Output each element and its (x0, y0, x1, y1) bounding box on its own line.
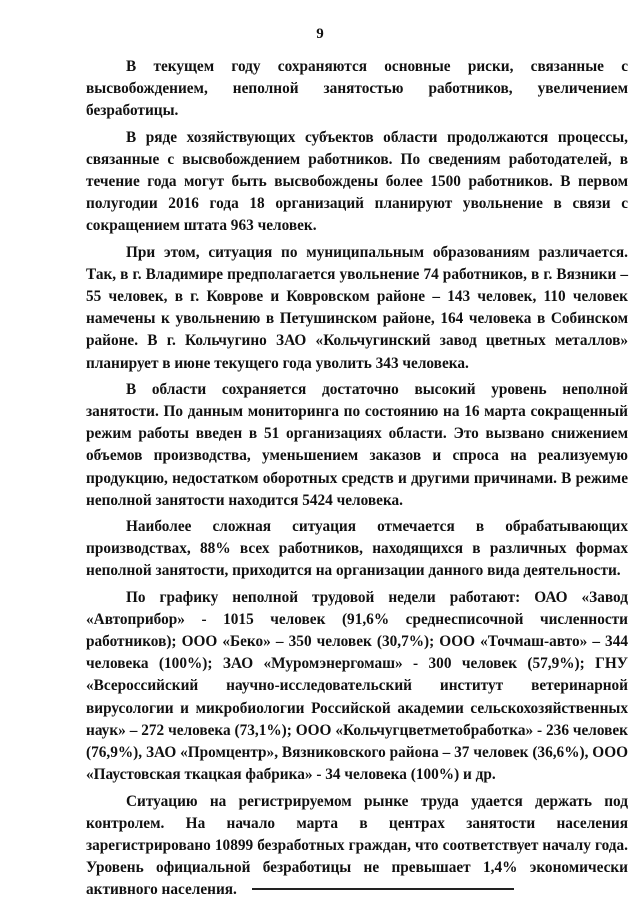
document-body (86, 56, 628, 906)
paragraph-municipalities: При этом, ситуация по муниципальным образованиям различается. Так, в г. Владимире предполагается увольнение 74 работников, в г. Вязники – 55 человек, в г. Коврове и Ковровском районе – 143 человек, 110 человек намечены к увольнению в Петушинском районе, 164 человека в Собинском районе. В г. Кольчугино ЗАО «Кольчугинский завод цветных металлов» планирует в июне текущего года уволить 343 человека. (86, 243, 628, 372)
paragraph-manufacturing: Наиболее сложная ситуация отмечается в обрабатывающих производствах, 88% всех работников, находящихся в различных формах неполной занятости, приходится на организации данного вида деятельности. (86, 518, 628, 580)
page-number: 9 (316, 26, 324, 42)
paragraph-part-time: В области сохраняется достаточно высокий уровень неполной занятости. По данным мониторинга по состоянию на 16 марта сокращенный режим работы введен в 51 организациях области. Это вызвано снижением объемов производства, уменьшением заказов и спроса на реализуемую продукцию, недостатком оборотных средств и другими причинами. В режиме неполной занятости находится 5424 человека. (86, 380, 628, 509)
paragraph-risks: В текущем году сохраняются основные риски, связанные с высвобождением, неполной занятостью работников, увеличением безработицы. (86, 58, 628, 120)
footer-rule (252, 888, 514, 890)
paragraph-layoffs: В ряде хозяйствующих субъектов области продолжаются процессы, связанные с высвобождением работников. По сведениям работодателей, в течение года могут быть высвобождены более 1500 работников. В первом полугодии 2016 года 18 организаций планируют увольнение в связи с сокращением штата 963 человек. (86, 128, 628, 235)
paragraph-labor-market: Ситуацию на регистрируемом рынке труда удается держать под контролем. На начало марта в центрах занятости населения зарегистрировано 10899 безработных граждан, что соответствует началу года. Уровень официальной безработицы не превышает 1,4% экономически активного населения. (86, 792, 628, 899)
paragraph-part-time-schedule: По графику неполной трудовой недели работают: ОАО «Завод «Автоприбор» - 1015 человек (91,6% среднесписочной численности работников); ООО «Беко» – 350 человек (30,7%); ООО «Точмаш-авто» – 344 человека (100%); ЗАО «Муромэнергомаш» - 300 человек (57,9%); ГНУ «Всероссийский научно-исследовательский институт ветеринарной вирусологии и микробиологии Российской академии сельскохозяйственных наук» – 272 человека (73,1%); ООО «Кольчугцветметобработка» - 236 человек (76,9%), ЗАО «Промцентр», Вязниковского района – 37 человек (36,6%), ООО «Паустовская ткацкая фабрика» - 34 человека (100%) и др. (86, 588, 628, 784)
